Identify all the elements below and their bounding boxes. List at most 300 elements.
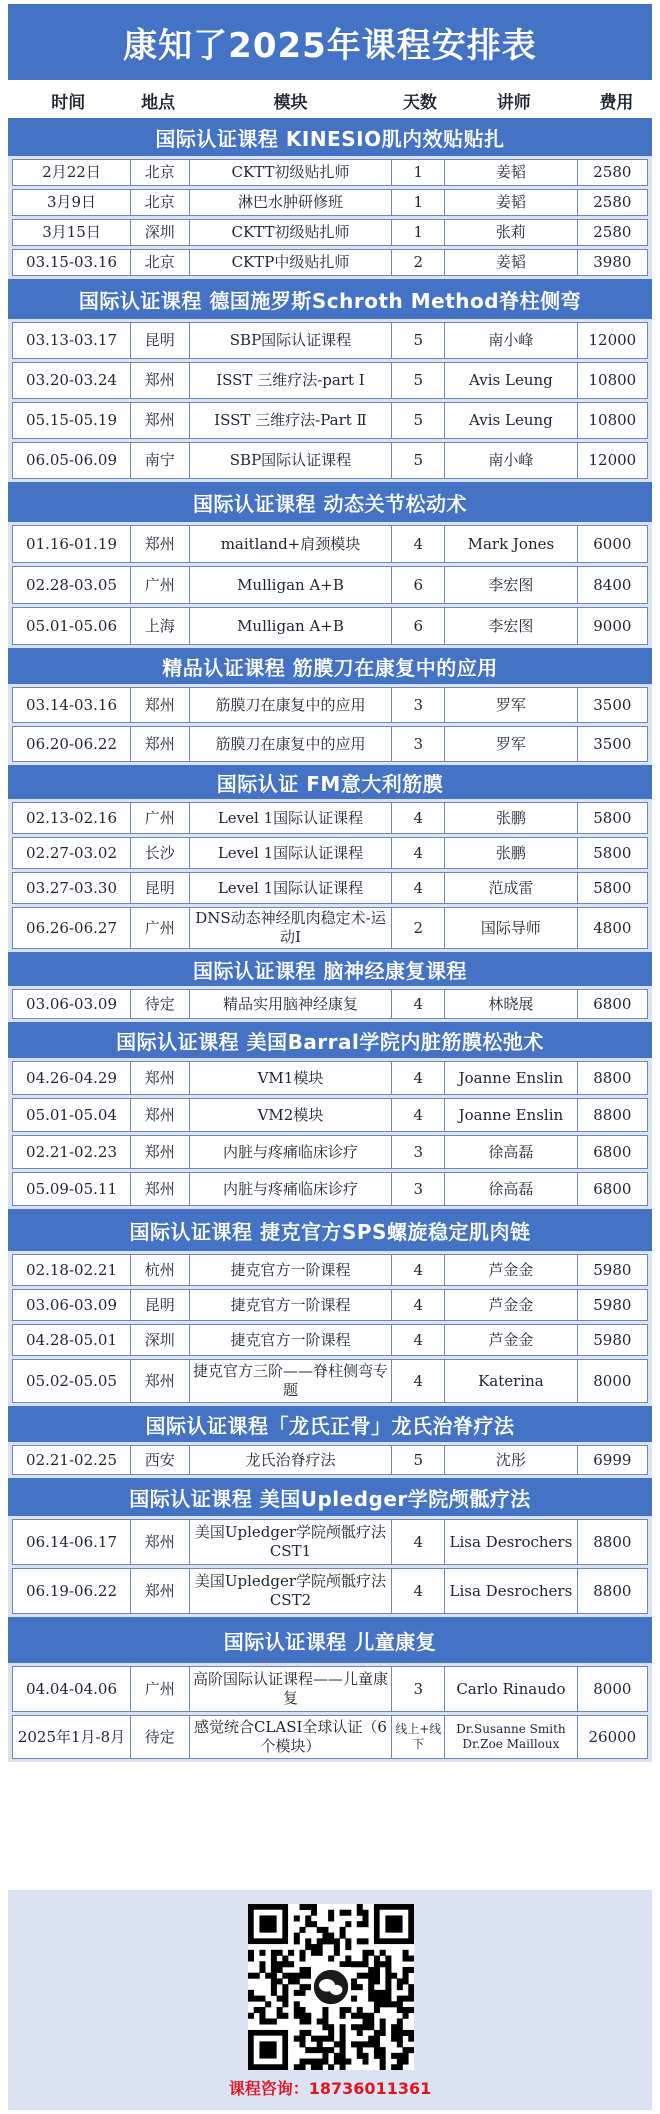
cell-days: 4 — [392, 1290, 445, 1320]
cell-module: Level 1国际认证课程 — [190, 838, 393, 868]
qr-module — [385, 1973, 391, 1979]
qr-module — [328, 2030, 334, 2036]
qr-module — [277, 1996, 283, 2002]
cell-teacher: 沈彤 — [445, 1446, 578, 1474]
qr-module — [300, 2030, 306, 2036]
table-row — [12, 989, 648, 1019]
cell-fee: 6800 — [578, 1136, 648, 1168]
cell-fee: 2580 — [578, 160, 648, 185]
cell-date: 05.15-05.19 — [12, 403, 131, 438]
qr-module — [357, 2013, 363, 2019]
qr-module — [408, 2030, 414, 2036]
qr-module — [328, 1956, 334, 1962]
qr-module — [408, 1996, 414, 2002]
qr-module — [282, 1956, 288, 1962]
qr-module — [334, 2059, 340, 2065]
qr-module — [397, 1978, 403, 1984]
qr-module — [368, 2024, 374, 2030]
qr-module — [300, 1990, 306, 1996]
qr-module — [403, 1956, 409, 1962]
qr-module — [259, 2018, 265, 2024]
qr-module — [403, 2053, 409, 2059]
table-row — [12, 1359, 648, 1403]
cell-teacher: 芦金金 — [445, 1290, 578, 1320]
qr-module — [385, 2001, 391, 2007]
qr-module — [265, 2018, 271, 2024]
cell-module: 内脏与疼痛临床诊疗 — [190, 1136, 393, 1168]
cell-city: 西安 — [131, 1446, 190, 1474]
table-row — [12, 1666, 648, 1712]
cell-module: 捷克官方一阶课程 — [190, 1255, 393, 1285]
qr-module — [254, 1996, 260, 2002]
qr-module — [317, 2059, 323, 2065]
qr-module — [317, 1938, 323, 1944]
qr-module — [368, 1950, 374, 1956]
section-heading: 国际认证课程 美国Upledger学院颅骶疗法 — [8, 1478, 652, 1516]
cell-days: 5 — [392, 363, 445, 398]
qr-module — [294, 1973, 300, 1979]
cell-date: 03.06-03.09 — [12, 1290, 131, 1320]
qr-module — [380, 2024, 386, 2030]
cell-date: 02.21-02.23 — [12, 1136, 131, 1168]
qr-module — [328, 2036, 334, 2042]
cell-teacher: 徐高磊 — [445, 1173, 578, 1205]
cell-days: 2 — [392, 908, 445, 948]
cell-fee: 5800 — [578, 838, 648, 868]
qr-module — [248, 1950, 254, 1956]
cell-city: 待定 — [131, 990, 190, 1018]
cell-fee: 12000 — [578, 323, 648, 358]
col-header-fee: 费用 — [599, 92, 634, 113]
qr-module — [391, 2053, 397, 2059]
cell-module: Level 1国际认证课程 — [190, 803, 393, 833]
cell-module: 捷克官方三阶——脊柱侧弯专题 — [190, 1360, 393, 1402]
course-sections — [8, 118, 652, 1762]
table-row — [12, 837, 648, 869]
cell-fee: 9000 — [578, 608, 648, 644]
qr-module — [271, 1967, 277, 1973]
qr-module — [300, 2013, 306, 2019]
cell-teacher: Joanne Enslin — [445, 1099, 578, 1131]
qr-module — [357, 2053, 363, 2059]
cell-fee: 3500 — [578, 727, 648, 761]
table-row — [12, 1324, 648, 1356]
qr-module — [271, 2018, 277, 2024]
qr-module — [259, 1961, 265, 1967]
cell-module: SBP国际认证课程 — [190, 323, 393, 358]
qr-module — [317, 2064, 323, 2070]
cell-fee: 5800 — [578, 873, 648, 903]
cell-module: 美国Upledger学院颅骶疗法CST2 — [190, 1569, 393, 1613]
cell-teacher: 芦金金 — [445, 1255, 578, 1285]
cell-date: 02.28-03.05 — [12, 567, 131, 603]
qr-module — [357, 2030, 363, 2036]
section-heading: 精品认证课程 筋膜刀在康复中的应用 — [8, 648, 652, 684]
qr-module — [271, 1973, 277, 1979]
qr-module — [351, 2013, 357, 2019]
cell-city: 长沙 — [131, 838, 190, 868]
qr-module — [277, 2013, 283, 2019]
cell-module: 美国Upledger学院颅骶疗法CST1 — [190, 1520, 393, 1564]
cell-fee: 4800 — [578, 908, 648, 948]
section-heading: 国际认证课程「龙氏正骨」龙氏治脊疗法 — [8, 1406, 652, 1442]
qr-module — [357, 2041, 363, 2047]
cell-teacher: Avis Leung — [445, 403, 578, 438]
table-row — [12, 525, 648, 563]
qr-module — [300, 1967, 306, 1973]
consult-phone: 课程咨询：18736011361 — [228, 2079, 432, 2098]
cell-date: 03.15-03.16 — [12, 250, 131, 275]
qr-module — [265, 1973, 271, 1979]
qr-module — [311, 1904, 317, 1910]
qr-module — [345, 1910, 351, 1916]
qr-module — [345, 1921, 351, 1927]
cell-days: 6 — [392, 567, 445, 603]
cell-module: VM1模块 — [190, 1062, 393, 1094]
qr-module — [328, 1938, 334, 1944]
cell-fee: 2580 — [578, 190, 648, 215]
wechat-qr-code-icon — [248, 1904, 414, 2070]
cell-module: Mulligan A+B — [190, 608, 393, 644]
cell-teacher: 徐高磊 — [445, 1136, 578, 1168]
col-header-module: 模块 — [273, 92, 308, 113]
cell-city: 郑州 — [131, 1520, 190, 1564]
cell-fee: 5800 — [578, 803, 648, 833]
qr-module — [300, 1950, 306, 1956]
qr-module — [294, 2036, 300, 2042]
qr-module — [294, 2013, 300, 2019]
cell-days: 4 — [392, 873, 445, 903]
cell-teacher: Lisa Desrochers — [445, 1569, 578, 1613]
cell-teacher: Carlo Rinaudo — [445, 1667, 578, 1711]
qr-module — [408, 1990, 414, 1996]
cell-module: CKTT初级贴扎师 — [190, 160, 393, 185]
cell-fee: 10800 — [578, 363, 648, 398]
qr-module — [300, 1927, 306, 1933]
cell-teacher: 林晓展 — [445, 990, 578, 1018]
qr-module — [374, 1967, 380, 1973]
table-row — [12, 872, 648, 904]
table-row — [12, 1172, 648, 1206]
qr-module — [368, 1967, 374, 1973]
cell-teacher: 姜韬 — [445, 160, 578, 185]
qr-module — [340, 2024, 346, 2030]
cell-fee: 8000 — [578, 1667, 648, 1711]
cell-date: 06.14-06.17 — [12, 1520, 131, 1564]
qr-module — [259, 1950, 265, 1956]
cell-city: 郑州 — [131, 688, 190, 722]
qr-module — [345, 1956, 351, 1962]
column-headers — [8, 84, 652, 116]
qr-module — [305, 2059, 311, 2065]
table-row — [12, 1445, 648, 1475]
qr-module — [368, 2013, 374, 2019]
qr-module — [300, 2064, 306, 2070]
qr-module — [294, 2001, 300, 2007]
qr-module — [305, 1967, 311, 1973]
qr-module — [357, 1938, 363, 1944]
qr-module — [340, 2053, 346, 2059]
qr-module — [357, 1973, 363, 1979]
qr-module — [368, 2036, 374, 2042]
qr-module — [385, 1956, 391, 1962]
cell-date: 05.09-05.11 — [12, 1173, 131, 1205]
qr-module — [259, 2013, 265, 2019]
qr-module — [340, 1927, 346, 1933]
qr-module — [311, 1950, 317, 1956]
cell-module: SBP国际认证课程 — [190, 443, 393, 478]
qr-module — [391, 2001, 397, 2007]
cell-days: 3 — [392, 1136, 445, 1168]
qr-module — [345, 1944, 351, 1950]
qr-module — [317, 1927, 323, 1933]
qr-module — [288, 1978, 294, 1984]
qr-module — [397, 2059, 403, 2065]
qr-module — [340, 2059, 346, 2065]
qr-module — [380, 2001, 386, 2007]
cell-fee: 5980 — [578, 1255, 648, 1285]
qr-module — [322, 2013, 328, 2019]
section-heading: 国际认证课程 德国施罗斯Schroth Method脊柱侧弯 — [8, 279, 652, 319]
cell-teacher: 罗军 — [445, 688, 578, 722]
qr-module — [374, 1973, 380, 1979]
qr-module — [328, 2064, 334, 2070]
section-table — [8, 684, 652, 765]
qr-module — [271, 1990, 277, 1996]
qr-module — [340, 2030, 346, 2036]
cell-days: 1 — [392, 160, 445, 185]
qr-module — [340, 2047, 346, 2053]
cell-date: 06.19-06.22 — [12, 1569, 131, 1613]
qr-module — [385, 1984, 391, 1990]
cell-city: 深圳 — [131, 1325, 190, 1355]
cell-teacher: 张鹏 — [445, 803, 578, 833]
qr-module — [374, 1961, 380, 1967]
qr-module — [271, 1950, 277, 1956]
qr-module — [334, 1938, 340, 1944]
table-row — [12, 1135, 648, 1169]
qr-module — [300, 2007, 306, 2013]
qr-module — [317, 2018, 323, 2024]
qr-module — [277, 2007, 283, 2013]
cell-days: 5 — [392, 403, 445, 438]
cell-module: Level 1国际认证课程 — [190, 873, 393, 903]
qr-module — [368, 2018, 374, 2024]
qr-module — [248, 1996, 254, 2002]
qr-module — [345, 1961, 351, 1967]
qr-module — [317, 1944, 323, 1950]
qr-module — [271, 1956, 277, 1962]
qr-module — [340, 2007, 346, 2013]
cell-city: 广州 — [131, 1667, 190, 1711]
qr-module — [374, 2036, 380, 2042]
qr-module — [380, 2047, 386, 2053]
cell-days: 3 — [392, 1667, 445, 1711]
cell-date: 3月15日 — [12, 220, 131, 245]
cell-days: 4 — [392, 526, 445, 562]
qr-module — [305, 1973, 311, 1979]
qr-module — [322, 2024, 328, 2030]
cell-module: VM2模块 — [190, 1099, 393, 1131]
cell-city: 郑州 — [131, 727, 190, 761]
section-heading: 国际认证 FM意大利筋膜 — [8, 765, 652, 799]
section-heading: 国际认证课程 捷克官方SPS螺旋稳定肌肉链 — [8, 1209, 652, 1251]
cell-days: 2 — [392, 250, 445, 275]
qr-module — [334, 1950, 340, 1956]
qr-module — [391, 2064, 397, 2070]
qr-module — [305, 1938, 311, 1944]
section-heading: 国际认证课程 脑神经康复课程 — [8, 952, 652, 986]
qr-finder-pattern — [259, 1915, 276, 1932]
qr-module — [374, 2041, 380, 2047]
qr-module — [311, 2036, 317, 2042]
cell-city: 广州 — [131, 908, 190, 948]
qr-module — [322, 1927, 328, 1933]
qr-module — [362, 1915, 368, 1921]
qr-module — [328, 1933, 334, 1939]
qr-module — [340, 2036, 346, 2042]
cell-date: 02.21-02.25 — [12, 1446, 131, 1474]
cell-module: CKTP中级贴扎师 — [190, 250, 393, 275]
qr-module — [385, 1978, 391, 1984]
cell-date: 03.27-03.30 — [12, 873, 131, 903]
qr-module — [282, 2013, 288, 2019]
qr-module — [311, 1910, 317, 1916]
qr-module — [403, 2030, 409, 2036]
cell-module: CKTT初级贴扎师 — [190, 220, 393, 245]
cell-module: 龙氏治脊疗法 — [190, 1446, 393, 1474]
qr-module — [294, 1990, 300, 1996]
cell-module: Mulligan A+B — [190, 567, 393, 603]
cell-date: 04.26-04.29 — [12, 1062, 131, 1094]
qr-module — [397, 2036, 403, 2042]
qr-module — [385, 1967, 391, 1973]
qr-module — [340, 1933, 346, 1939]
cell-city: 上海 — [131, 608, 190, 644]
cell-teacher: Katerina — [445, 1360, 578, 1402]
cell-module: maitland+肩颈模块 — [190, 526, 393, 562]
qr-module — [374, 2001, 380, 2007]
qr-module — [408, 2007, 414, 2013]
qr-module — [368, 1978, 374, 1984]
qr-module — [391, 1973, 397, 1979]
cell-city: 北京 — [131, 190, 190, 215]
cell-teacher: 姜韬 — [445, 250, 578, 275]
cell-city: 待定 — [131, 1716, 190, 1758]
qr-module — [368, 2041, 374, 2047]
cell-teacher: 李宏图 — [445, 567, 578, 603]
cell-city: 郑州 — [131, 1569, 190, 1613]
table-row — [12, 726, 648, 762]
footer-panel — [8, 1890, 652, 2110]
cell-date: 06.05-06.09 — [12, 443, 131, 478]
qr-module — [277, 1967, 283, 1973]
cell-date: 2月22日 — [12, 160, 131, 185]
cell-fee: 8800 — [578, 1569, 648, 1613]
qr-module — [362, 2024, 368, 2030]
cell-teacher: 国际导师 — [445, 908, 578, 948]
cell-date: 04.28-05.01 — [12, 1325, 131, 1355]
cell-fee: 6000 — [578, 526, 648, 562]
cell-fee: 6999 — [578, 1446, 648, 1474]
qr-module — [397, 2064, 403, 2070]
cell-city: 郑州 — [131, 1099, 190, 1131]
qr-module — [362, 2041, 368, 2047]
qr-module — [380, 1996, 386, 2002]
cell-fee: 8400 — [578, 567, 648, 603]
qr-module — [311, 2059, 317, 2065]
qr-module — [282, 1973, 288, 1979]
cell-fee: 2580 — [578, 220, 648, 245]
cell-module: ISST 三维疗法-Part Ⅱ — [190, 403, 393, 438]
cell-module: 淋巴水肿研修班 — [190, 190, 393, 215]
qr-module — [391, 2024, 397, 2030]
qr-module — [397, 1984, 403, 1990]
section-heading: 国际认证课程 美国Barral学院内脏筋膜松弛术 — [8, 1022, 652, 1058]
cell-teacher: 南小峰 — [445, 323, 578, 358]
qr-module — [294, 1978, 300, 1984]
section-table — [8, 1663, 652, 1762]
cell-fee: 5980 — [578, 1290, 648, 1320]
qr-module — [391, 2036, 397, 2042]
cell-module: 捷克官方一阶课程 — [190, 1325, 393, 1355]
qr-module — [294, 1915, 300, 1921]
qr-module — [254, 2007, 260, 2013]
cell-date: 06.26-06.27 — [12, 908, 131, 948]
qr-module — [403, 2047, 409, 2053]
qr-module — [282, 1961, 288, 1967]
qr-module — [345, 2059, 351, 2065]
cell-teacher: 范成雷 — [445, 873, 578, 903]
qr-module — [357, 2047, 363, 2053]
qr-module — [397, 2018, 403, 2024]
page-title: 康知了2025年课程安排表 — [8, 4, 652, 80]
qr-module — [351, 1961, 357, 1967]
qr-module — [305, 2018, 311, 2024]
qr-module — [403, 1996, 409, 2002]
cell-city: 郑州 — [131, 526, 190, 562]
qr-module — [385, 1990, 391, 1996]
qr-module — [351, 1996, 357, 2002]
cell-days: 4 — [392, 1360, 445, 1402]
cell-days: 4 — [392, 990, 445, 1018]
qr-module — [351, 2041, 357, 2047]
cell-date: 05.01-05.04 — [12, 1099, 131, 1131]
cell-days: 1 — [392, 190, 445, 215]
qr-module — [380, 2030, 386, 2036]
qr-module — [403, 2059, 409, 2065]
cell-city: 郑州 — [131, 1136, 190, 1168]
table-row — [12, 1568, 648, 1614]
qr-module — [300, 1973, 306, 1979]
cell-days: 4 — [392, 1255, 445, 1285]
cell-days: 4 — [392, 1569, 445, 1613]
cell-module: 捷克官方一阶课程 — [190, 1290, 393, 1320]
section-table — [8, 986, 652, 1022]
cell-date: 02.13-02.16 — [12, 803, 131, 833]
qr-module — [368, 1996, 374, 2002]
cell-city: 昆明 — [131, 1290, 190, 1320]
cell-city: 深圳 — [131, 220, 190, 245]
qr-module — [380, 1990, 386, 1996]
table-row — [12, 322, 648, 359]
cell-module: 筋膜刀在康复中的应用 — [190, 688, 393, 722]
qr-module — [300, 1984, 306, 1990]
cell-date: 03.06-03.09 — [12, 990, 131, 1018]
cell-date: 04.04-04.06 — [12, 1667, 131, 1711]
cell-fee: 26000 — [578, 1716, 648, 1758]
qr-module — [374, 1996, 380, 2002]
